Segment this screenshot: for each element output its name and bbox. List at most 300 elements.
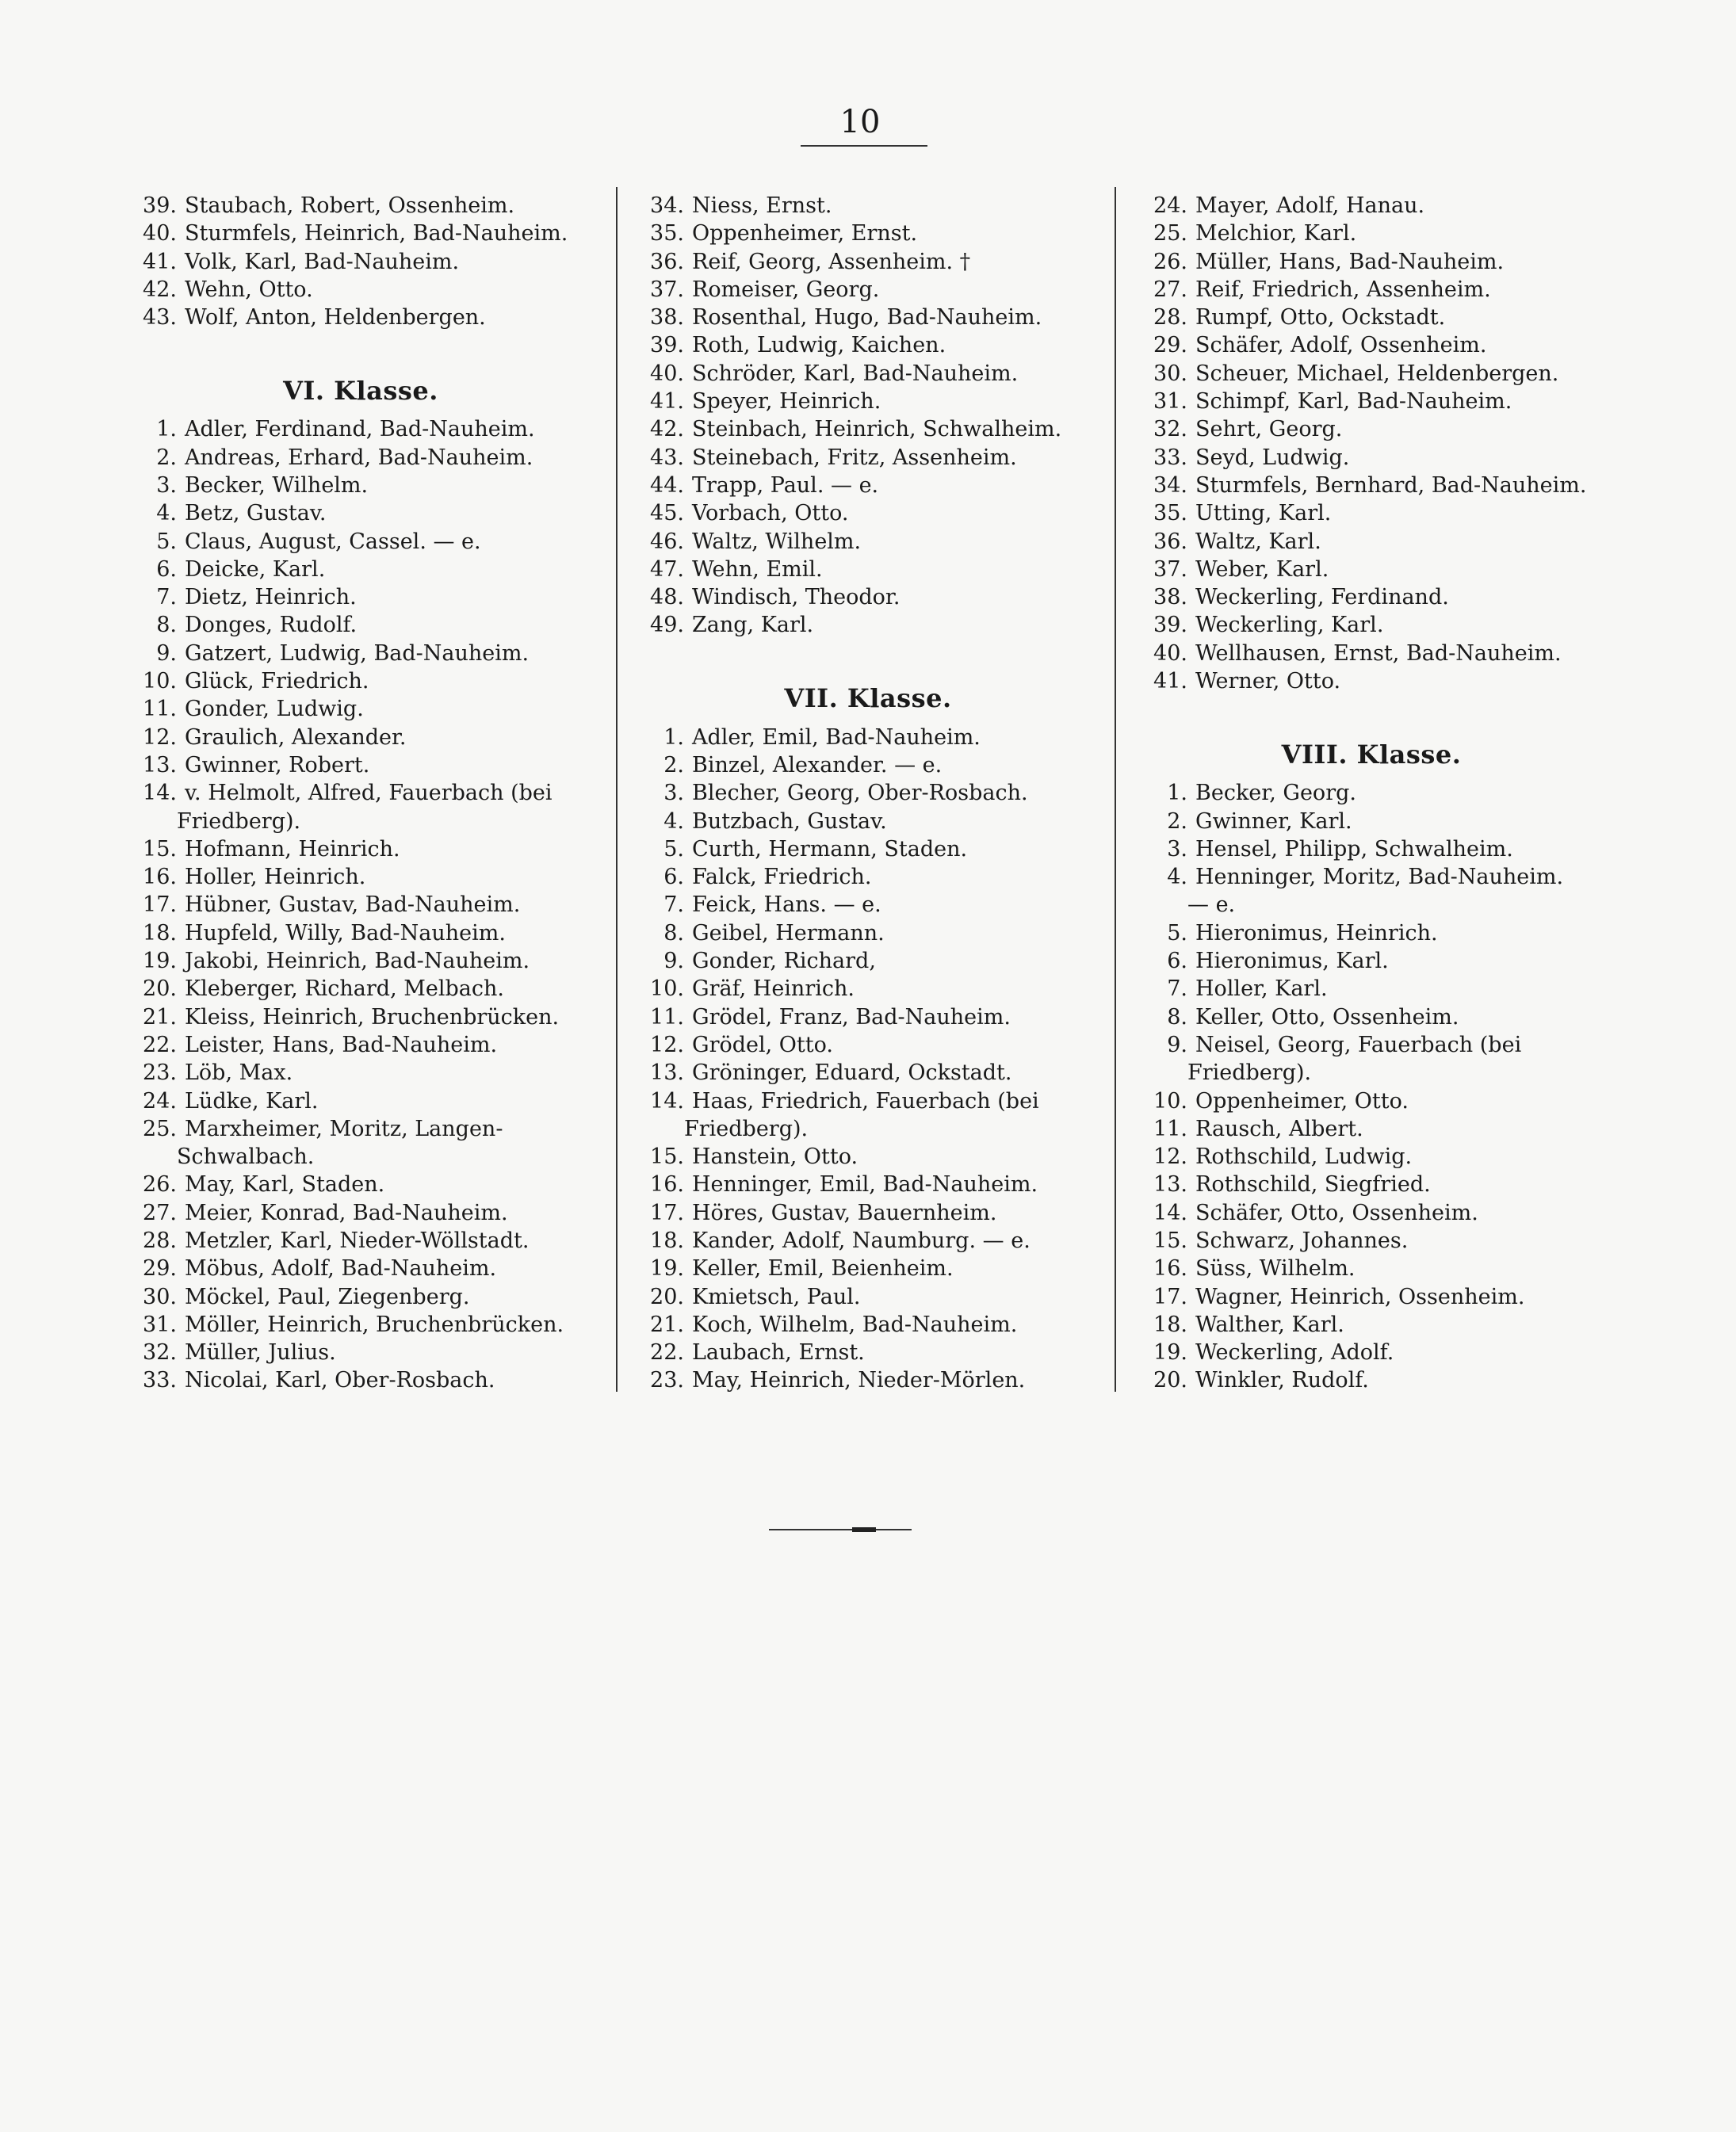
list-item	[1134, 331, 1609, 359]
list-item-continuation: Friedberg).	[684, 1116, 809, 1141]
list-item-line	[123, 947, 598, 975]
list-item	[123, 444, 598, 472]
list-item-text: Staubach, Robert, Ossenheim.	[185, 193, 515, 218]
list-item-line	[630, 499, 1106, 527]
list-item-number: 41.	[650, 389, 684, 415]
list-item-line	[1134, 556, 1609, 583]
list-item-text: Waltz, Karl.	[1195, 529, 1321, 554]
list-item-number: 13.	[1153, 1172, 1187, 1198]
list-item-line	[1134, 640, 1609, 667]
list-item-line	[1134, 1171, 1609, 1198]
list-item-number: 32.	[1153, 417, 1187, 442]
list-item-number: 34.	[1153, 472, 1187, 498]
list-item-number: 44.	[650, 472, 684, 498]
list-item-line	[1134, 1003, 1609, 1031]
list-item-line	[1134, 583, 1609, 611]
column-divider-2	[1115, 187, 1116, 1392]
list-item-text: Schäfer, Adolf, Ossenheim.	[1195, 333, 1487, 358]
list-item-line	[630, 331, 1106, 359]
list-item	[630, 1227, 1106, 1255]
list-item-number: 5.	[156, 529, 177, 554]
list-item-number: 39.	[143, 193, 177, 218]
list-item-line	[630, 304, 1106, 331]
list-item-text: Falck, Friedrich.	[692, 865, 872, 890]
list-item-line	[123, 220, 598, 247]
list-item-text: Wehn, Otto.	[185, 277, 313, 302]
list-item-line	[123, 863, 598, 891]
list-item-text: Utting, Karl.	[1195, 501, 1332, 526]
list-item-text: Hübner, Gustav, Bad-Nauheim.	[185, 892, 521, 918]
list-item-number: 25.	[1153, 221, 1187, 246]
list-item-line	[630, 1283, 1106, 1311]
list-item-number: 32.	[143, 1340, 177, 1366]
list-item-text: Wehn, Emil.	[692, 556, 823, 582]
list-item-line	[630, 360, 1106, 388]
list-item	[630, 1366, 1106, 1394]
list-item-line	[123, 415, 598, 443]
list-item-line	[1134, 1087, 1609, 1115]
list-item	[630, 1199, 1106, 1227]
list-item-line	[123, 1366, 598, 1394]
list-item-line	[123, 276, 598, 304]
list-item-text: Speyer, Heinrich.	[692, 389, 881, 415]
list-item-text: Gwinner, Robert.	[185, 752, 370, 778]
list-item-text: Rausch, Albert.	[1195, 1116, 1363, 1141]
list-item-line	[1134, 975, 1609, 1003]
list-item-number: 41.	[1153, 669, 1187, 694]
list-item-number: 12.	[1153, 1144, 1187, 1170]
list-item	[123, 751, 598, 779]
list-item-line	[630, 415, 1106, 443]
list-item-text: Niess, Ernst.	[692, 193, 832, 218]
list-item	[123, 1311, 598, 1339]
list-item	[123, 1003, 598, 1031]
list-item-number: 10.	[650, 976, 684, 1002]
list-item	[123, 1059, 598, 1087]
list-item-text: Hensel, Philipp, Schwalheim.	[1195, 836, 1513, 862]
list-item	[123, 863, 598, 891]
list-item-number: 12.	[143, 724, 177, 750]
list-item	[123, 248, 598, 276]
list-item	[123, 947, 598, 975]
list-item-line	[1134, 1311, 1609, 1339]
list-item-text: Curth, Hermann, Staden.	[692, 836, 968, 862]
list-item-text: Dietz, Heinrich.	[185, 585, 357, 610]
list-item-line	[630, 835, 1106, 863]
list-item-line	[1134, 1115, 1609, 1143]
list-item-number: 13.	[650, 1060, 684, 1086]
list-item-text: Rothschild, Siegfried.	[1195, 1172, 1431, 1198]
list-item-line	[1134, 947, 1609, 975]
list-item	[123, 1171, 598, 1198]
list-item-line	[1134, 1031, 1609, 1059]
list-item-text: Kander, Adolf, Naumburg. — e.	[692, 1228, 1031, 1253]
list-item-number: 31.	[143, 1312, 177, 1337]
list-col2-b	[630, 724, 1106, 1395]
list-item-text: Lüdke, Karl.	[185, 1088, 319, 1114]
list-item	[630, 611, 1106, 639]
list-item	[123, 1283, 598, 1311]
list-item	[123, 835, 598, 863]
list-item-number: 20.	[650, 1284, 684, 1309]
list-item-line	[1134, 611, 1609, 639]
list-item-number: 18.	[650, 1228, 684, 1253]
list-item-text: Mayer, Adolf, Hanau.	[1195, 193, 1425, 218]
list-item-number: 5.	[1167, 920, 1187, 946]
list-item-line	[123, 192, 598, 220]
list-item-number: 46.	[650, 529, 684, 554]
list-item-text: Schröder, Karl, Bad-Nauheim.	[692, 361, 1019, 386]
list-item-number: 26.	[143, 1172, 177, 1198]
list-item-line	[123, 779, 598, 807]
list-item	[630, 444, 1106, 472]
list-item-number: 41.	[143, 249, 177, 274]
list-item-number: 40.	[650, 361, 684, 386]
list-item	[123, 415, 598, 443]
list-item-text: Hupfeld, Willy, Bad-Nauheim.	[185, 920, 506, 946]
list-item-text: Kleberger, Richard, Melbach.	[185, 976, 504, 1002]
list-item-text: Süss, Wilhelm.	[1195, 1256, 1356, 1282]
list-item-line	[123, 499, 598, 527]
list-item	[1134, 667, 1609, 695]
list-item-text: Walther, Karl.	[1195, 1312, 1344, 1337]
page-number-rule	[801, 145, 927, 147]
list-item-text: Laubach, Ernst.	[692, 1340, 865, 1366]
list-item	[123, 528, 598, 556]
list-item-text: Marxheimer, Moritz, Langen-	[185, 1116, 503, 1141]
list-item-number: 11.	[143, 697, 177, 722]
list-item	[1134, 1227, 1609, 1255]
list-item-text: Reif, Friedrich, Assenheim.	[1195, 277, 1491, 302]
list-item-number: 6.	[1167, 949, 1187, 974]
list-item-text: Andreas, Erhard, Bad-Nauheim.	[185, 445, 533, 470]
list-item-text: Feick, Hans. — e.	[692, 892, 881, 918]
list-item-line	[123, 444, 598, 472]
list-item	[1134, 1171, 1609, 1198]
list-item	[1134, 248, 1609, 276]
end-rule-ornament	[852, 1527, 876, 1532]
list-item	[1134, 863, 1609, 919]
list-item-text: Rumpf, Otto, Ockstadt.	[1195, 305, 1446, 330]
list-item-line	[123, 1171, 598, 1198]
list-item	[630, 808, 1106, 835]
list-item-line	[630, 891, 1106, 919]
list-item-line	[1134, 499, 1609, 527]
list-item-number: 10.	[1153, 1088, 1187, 1114]
list-item	[1134, 1115, 1609, 1143]
list-item-number: 26.	[1153, 249, 1187, 274]
list-item-number: 2.	[156, 445, 177, 470]
list-item-number: 17.	[1153, 1284, 1187, 1309]
list-item-text: Zang, Karl.	[692, 613, 814, 638]
list-item-line	[1134, 1283, 1609, 1311]
list-item	[1134, 388, 1609, 415]
list-item	[1134, 360, 1609, 388]
list-item	[630, 248, 1106, 276]
list-item	[1134, 1339, 1609, 1366]
list-item-line	[123, 528, 598, 556]
list-item-text: Weckerling, Ferdinand.	[1195, 585, 1449, 610]
list-item-line	[123, 695, 598, 723]
list-item-text: Gröninger, Eduard, Ockstadt.	[692, 1060, 1012, 1086]
list-item	[123, 1227, 598, 1255]
list-item-number: 17.	[650, 1200, 684, 1225]
list-item-line	[630, 248, 1106, 276]
list-item-text: Holler, Karl.	[1195, 976, 1328, 1002]
list-item-text: Adler, Ferdinand, Bad-Nauheim.	[185, 417, 535, 442]
list-item	[1134, 499, 1609, 527]
list-item-number: 25.	[143, 1116, 177, 1141]
list-item-text: Weckerling, Karl.	[1195, 613, 1384, 638]
list-item	[1134, 304, 1609, 331]
list-item	[1134, 1366, 1609, 1394]
list-item-number: 14.	[1153, 1200, 1187, 1225]
list-item-number: 49.	[650, 613, 684, 638]
list-item	[123, 472, 598, 499]
list-item	[630, 1171, 1106, 1198]
list-item-text: Claus, August, Cassel. — e.	[185, 529, 481, 554]
list-item-text: Schwarz, Johannes.	[1195, 1228, 1409, 1253]
list-item-number: 6.	[156, 556, 177, 582]
list-item-number: 14.	[650, 1088, 684, 1114]
list-item-text: Hieronimus, Karl.	[1195, 949, 1389, 974]
list-item-text: Butzbach, Gustav.	[692, 808, 887, 834]
list-item	[630, 891, 1106, 919]
list-item-text: Volk, Karl, Bad-Nauheim.	[185, 249, 460, 274]
list-item-text: v. Helmolt, Alfred, Fauerbach (bei	[185, 781, 553, 806]
list-item-text: Trapp, Paul. — e.	[692, 472, 879, 498]
list-item	[1134, 919, 1609, 947]
page-number: 10	[839, 104, 881, 140]
list-item-number: 21.	[650, 1312, 684, 1337]
list-item-text: Müller, Julius.	[185, 1340, 336, 1366]
list-item-text: Betz, Gustav.	[185, 501, 327, 526]
list-item-number: 7.	[1167, 976, 1187, 1002]
list-item-number: 13.	[143, 752, 177, 778]
list-item-line	[123, 1283, 598, 1311]
list-item-line	[1134, 444, 1609, 472]
list-item	[630, 499, 1106, 527]
list-item-number: 15.	[143, 836, 177, 862]
list-item-text: Metzler, Karl, Nieder-Wöllstadt.	[185, 1228, 530, 1253]
list-item-line	[630, 947, 1106, 975]
list-item	[123, 220, 598, 247]
list-col1-a	[123, 192, 598, 331]
list-item	[630, 528, 1106, 556]
list-item-text: Hofmann, Heinrich.	[185, 836, 400, 862]
spacer	[123, 331, 598, 359]
list-item-line	[1134, 220, 1609, 247]
list-item-text: Wellhausen, Ernst, Bad-Nauheim.	[1195, 640, 1562, 666]
list-item-number: 15.	[1153, 1228, 1187, 1253]
list-item-text: Scheuer, Michael, Heldenbergen.	[1195, 361, 1559, 386]
list-item-text: Gwinner, Karl.	[1195, 808, 1352, 834]
list-item-text: Winkler, Rudolf.	[1195, 1368, 1369, 1393]
list-item-line	[123, 640, 598, 667]
list-item-line	[123, 1227, 598, 1255]
list-item	[1134, 779, 1609, 807]
list-item-number: 1.	[156, 417, 177, 442]
list-item-line	[123, 472, 598, 499]
list-item-number: 1.	[1167, 781, 1187, 806]
list-item	[1134, 1143, 1609, 1171]
list-item-number: 29.	[1153, 333, 1187, 358]
list-item-number: 11.	[1153, 1116, 1187, 1141]
list-item	[1134, 640, 1609, 667]
list-item-text: Gräf, Heinrich.	[692, 976, 855, 1002]
list-item	[123, 640, 598, 667]
list-item-number: 17.	[143, 892, 177, 918]
list-item-number: 21.	[143, 1004, 177, 1030]
list-item-text: Keller, Otto, Ossenheim.	[1195, 1004, 1459, 1030]
list-item-line	[123, 1003, 598, 1031]
list-item	[1134, 1087, 1609, 1115]
list-item-line	[630, 975, 1106, 1003]
list-item-number: 33.	[1153, 445, 1187, 470]
list-item-text: Möller, Heinrich, Bruchenbrücken.	[185, 1312, 564, 1337]
list-item-line	[1134, 360, 1609, 388]
column-1	[123, 192, 598, 1395]
list-item-number: 37.	[1153, 556, 1187, 582]
list-item-number: 22.	[650, 1340, 684, 1366]
list-item	[630, 415, 1106, 443]
list-item-text: Sturmfels, Bernhard, Bad-Nauheim.	[1195, 472, 1587, 498]
list-item-text: Romeiser, Georg.	[692, 277, 880, 302]
list-item	[123, 891, 598, 919]
list-item-line	[123, 891, 598, 919]
list-item	[630, 919, 1106, 947]
list-item-line	[123, 1087, 598, 1115]
list-item	[630, 220, 1106, 247]
list-item-continuation: Schwalbach.	[177, 1144, 315, 1170]
list-item-number: 20.	[143, 976, 177, 1002]
list-item-number: 34.	[650, 193, 684, 218]
list-item	[630, 1311, 1106, 1339]
list-item-number: 18.	[143, 920, 177, 946]
list-item-number: 33.	[143, 1368, 177, 1393]
list-item-line	[630, 751, 1106, 779]
list-item-number: 5.	[663, 836, 684, 862]
list-item-number: 12.	[650, 1032, 684, 1057]
list-item	[123, 975, 598, 1003]
list-item-text: Müller, Hans, Bad-Nauheim.	[1195, 249, 1505, 274]
list-item-text: Geibel, Hermann.	[692, 920, 885, 946]
list-item-number: 35.	[1153, 501, 1187, 526]
spacer	[630, 640, 1106, 667]
list-item-line	[630, 1143, 1106, 1171]
list-item	[630, 724, 1106, 751]
list-item	[1134, 415, 1609, 443]
list-item	[123, 1255, 598, 1282]
list-item-number: 7.	[156, 585, 177, 610]
list-item-continuation: — e.	[1187, 892, 1236, 918]
list-item-number: 4.	[1167, 865, 1187, 890]
list-item-text: May, Karl, Staden.	[185, 1172, 385, 1198]
list-item	[630, 192, 1106, 220]
list-item-text: Deicke, Karl.	[185, 556, 326, 582]
list-item-line	[630, 220, 1106, 247]
list-item	[123, 1115, 598, 1171]
list-item-line	[630, 1366, 1106, 1394]
list-item-text: Roth, Ludwig, Kaichen.	[692, 333, 946, 358]
list-item-number: 18.	[1153, 1312, 1187, 1337]
list-item-number: 22.	[143, 1032, 177, 1057]
list-item-number: 37.	[650, 277, 684, 302]
list-item-number: 1.	[663, 724, 684, 750]
list-item-number: 16.	[1153, 1256, 1187, 1282]
list-item-text: Wagner, Heinrich, Ossenheim.	[1195, 1284, 1525, 1309]
list-item-line	[123, 667, 598, 695]
list-item-line	[1134, 1339, 1609, 1366]
list-item-text: Möbus, Adolf, Bad-Nauheim.	[185, 1256, 497, 1282]
list-item-text: Gonder, Ludwig.	[185, 697, 364, 722]
list-item-text: Vorbach, Otto.	[692, 501, 849, 526]
list-item-line	[123, 1255, 598, 1282]
list-item-line	[630, 863, 1106, 891]
list-item	[123, 695, 598, 723]
list-item-text: Kmietsch, Paul.	[692, 1284, 861, 1309]
list-item-text: Werner, Otto.	[1195, 669, 1341, 694]
list-item-number: 43.	[143, 305, 177, 330]
list-item-line	[123, 1311, 598, 1339]
list-item-line	[630, 1255, 1106, 1282]
list-item-text: Henninger, Emil, Bad-Nauheim.	[692, 1172, 1038, 1198]
list-item-line	[630, 1171, 1106, 1198]
list-item-line	[123, 611, 598, 639]
list-item	[630, 276, 1106, 304]
list-item-text: Adler, Emil, Bad-Nauheim.	[692, 724, 981, 750]
list-item	[630, 388, 1106, 415]
list-item	[123, 1087, 598, 1115]
list-item	[1134, 975, 1609, 1003]
list-item-number: 30.	[1153, 361, 1187, 386]
list-item-line	[630, 444, 1106, 472]
list-item-line	[123, 248, 598, 276]
list-item-text: Steinbach, Heinrich, Schwalheim.	[692, 417, 1062, 442]
list-item-number: 2.	[1167, 808, 1187, 834]
list-item-text: Keller, Emil, Beienheim.	[692, 1256, 954, 1282]
list-item	[123, 556, 598, 583]
list-item-line	[630, 1311, 1106, 1339]
list-item-line	[123, 1339, 598, 1366]
list-item-text: Höres, Gustav, Bauernheim.	[692, 1200, 997, 1225]
list-item-line	[1134, 1255, 1609, 1282]
list-item	[630, 556, 1106, 583]
list-item	[123, 192, 598, 220]
list-item-number: 10.	[143, 669, 177, 694]
list-item-text: Jakobi, Heinrich, Bad-Nauheim.	[185, 949, 530, 974]
list-item-line	[630, 919, 1106, 947]
list-item-text: Binzel, Alexander. — e.	[692, 752, 943, 778]
list-item-line	[630, 192, 1106, 220]
list-item	[123, 611, 598, 639]
list-item-line	[123, 1031, 598, 1059]
list-item	[1134, 1031, 1609, 1087]
list-item-line	[630, 583, 1106, 611]
list-item-text: Neisel, Georg, Fauerbach (bei	[1195, 1032, 1522, 1057]
list-item-number: 24.	[1153, 193, 1187, 218]
list-item-line	[1134, 808, 1609, 835]
list-item	[630, 1087, 1106, 1144]
list-item-number: 40.	[1153, 640, 1187, 666]
list-item-number: 38.	[650, 305, 684, 330]
list-col1-b	[123, 415, 598, 1394]
list-item-text: Leister, Hans, Bad-Nauheim.	[185, 1032, 498, 1057]
list-item-number: 2.	[663, 752, 684, 778]
list-item	[630, 751, 1106, 779]
list-item-text: Oppenheimer, Otto.	[1195, 1088, 1409, 1114]
list-item-line	[1134, 192, 1609, 220]
